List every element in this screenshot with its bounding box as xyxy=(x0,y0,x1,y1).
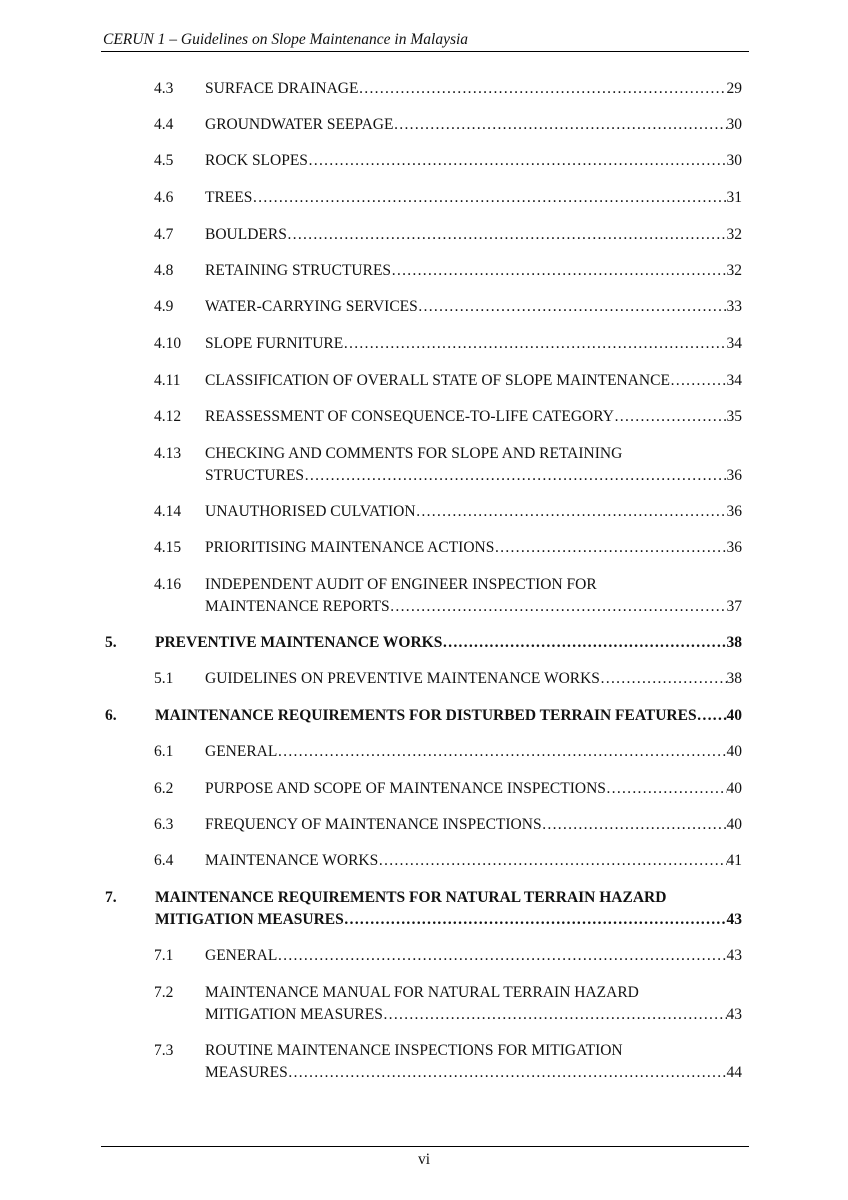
toc-entry-page: 30 xyxy=(726,152,742,169)
toc-entry-title: TREES xyxy=(205,189,253,206)
toc-entry-number: 4.3 xyxy=(154,80,174,97)
toc-entry-number: 6.1 xyxy=(154,743,174,760)
toc-entry-page: 44 xyxy=(726,1064,742,1081)
toc-entry-title: WATER-CARRYING SERVICES xyxy=(205,298,418,315)
toc-entry-page: 30 xyxy=(726,116,742,133)
toc-entry-title: GUIDELINES ON PREVENTIVE MAINTENANCE WORKS xyxy=(205,670,600,687)
toc-entry-page: 33 xyxy=(726,298,742,315)
toc-entry-number: 7.3 xyxy=(154,1042,174,1059)
toc-entry-page: 29 xyxy=(726,80,742,97)
running-header: CERUN 1 – Guidelines on Slope Maintenance in Malaysia xyxy=(103,31,469,48)
toc-entry-title-line2: STRUCTURES xyxy=(205,467,305,484)
toc-entry-title: SLOPE FURNITURE xyxy=(205,335,344,352)
toc-entry-title: UNAUTHORISED CULVATION xyxy=(205,503,416,520)
page-number: vi xyxy=(417,1151,431,1168)
toc-entry-number: 5.1 xyxy=(154,670,174,687)
dot-leader xyxy=(416,501,727,523)
dot-leader xyxy=(670,370,727,392)
toc-entry-page: 43 xyxy=(726,911,742,928)
toc-entry-page: 32 xyxy=(726,226,742,243)
toc-entry-title: MAINTENANCE REQUIREMENTS FOR DISTURBED TERRAIN FEATURES xyxy=(155,707,697,724)
toc-entry-number: 4.13 xyxy=(154,445,182,462)
dot-leader xyxy=(252,187,726,209)
toc-entry-number: 4.16 xyxy=(154,576,182,593)
toc-entry-title-line1: CHECKING AND COMMENTS FOR SLOPE AND RETAINING xyxy=(205,445,623,462)
toc-entry-page: 34 xyxy=(726,335,742,352)
toc-entry-number: 4.6 xyxy=(154,189,174,206)
toc-entry-number: 6. xyxy=(105,707,117,724)
toc-entry-title: ROCK SLOPES xyxy=(205,152,308,169)
toc-entry-page: 41 xyxy=(726,852,742,869)
toc-entry-title: CLASSIFICATION OF OVERALL STATE OF SLOPE MAINTENANCE xyxy=(205,372,670,389)
toc-entry-title: BOULDERS xyxy=(205,226,287,243)
toc-entry-page: 40 xyxy=(726,816,742,833)
header-rule xyxy=(101,51,749,52)
toc-entry-page: 34 xyxy=(726,372,742,389)
toc-entry-title-line1: MAINTENANCE MANUAL FOR NATURAL TERRAIN HAZARD xyxy=(205,984,639,1001)
toc-entry-number: 4.5 xyxy=(154,152,174,169)
dot-leader xyxy=(697,705,727,727)
toc-entry-number: 4.7 xyxy=(154,226,174,243)
toc-entry-title: PURPOSE AND SCOPE OF MAINTENANCE INSPECTIONS xyxy=(205,780,606,797)
toc-entry-number: 4.8 xyxy=(154,262,174,279)
toc-entry-title-line1: MAINTENANCE REQUIREMENTS FOR NATURAL TERRAIN HAZARD xyxy=(155,889,667,906)
toc-entry-title: GROUNDWATER SEEPAGE xyxy=(205,116,394,133)
toc-entry-title-line2: MEASURES xyxy=(205,1064,288,1081)
toc-entry-number: 4.11 xyxy=(154,372,181,389)
toc-entry-title: SURFACE DRAINAGE xyxy=(205,80,359,97)
toc-entry-number: 4.14 xyxy=(154,503,182,520)
dot-leader xyxy=(308,150,727,172)
toc-entry-number: 4.12 xyxy=(154,408,182,425)
toc-entry-number: 7. xyxy=(105,889,117,906)
toc-entry-number: 4.4 xyxy=(154,116,174,133)
toc-entry-number: 5. xyxy=(105,634,117,651)
toc-entry-page: 31 xyxy=(726,189,742,206)
footer-rule xyxy=(101,1146,749,1147)
toc-entry-page: 35 xyxy=(726,408,742,425)
toc-entry-page: 36 xyxy=(726,539,742,556)
dot-leader xyxy=(287,224,727,246)
dot-leader xyxy=(442,632,726,654)
dot-leader xyxy=(393,114,726,136)
toc-entry-title-line1: INDEPENDENT AUDIT OF ENGINEER INSPECTION FOR xyxy=(205,576,597,593)
dot-leader xyxy=(542,814,727,836)
toc-entry-page: 40 xyxy=(726,780,742,797)
toc-entry-number: 7.2 xyxy=(154,984,174,1001)
toc-entry-page: 37 xyxy=(726,598,742,615)
toc-entry-number: 4.9 xyxy=(154,298,174,315)
toc-entry-title: GENERAL xyxy=(205,743,278,760)
dot-leader xyxy=(304,465,726,487)
toc-entry-page: 36 xyxy=(726,503,742,520)
dot-leader xyxy=(391,260,726,282)
toc-entry-page: 43 xyxy=(726,1006,742,1023)
toc-entry-number: 4.15 xyxy=(154,539,182,556)
dot-leader xyxy=(277,741,726,763)
toc-entry-title: GENERAL xyxy=(205,947,278,964)
dot-leader xyxy=(600,668,727,690)
dot-leader xyxy=(418,296,727,318)
toc-entry-number: 4.10 xyxy=(154,335,182,352)
toc-entry-title-line2: MITIGATION MEASURES xyxy=(155,911,344,928)
dot-leader xyxy=(343,333,726,355)
dot-leader xyxy=(378,850,726,872)
toc-entry-title: PRIORITISING MAINTENANCE ACTIONS xyxy=(205,539,495,556)
toc-entry-title: FREQUENCY OF MAINTENANCE INSPECTIONS xyxy=(205,816,542,833)
toc-entry-number: 6.4 xyxy=(154,852,174,869)
dot-leader xyxy=(606,778,727,800)
toc-entry-page: 36 xyxy=(726,467,742,484)
dot-leader xyxy=(344,909,727,931)
dot-leader xyxy=(383,1004,727,1026)
toc-entry-page: 38 xyxy=(726,634,742,651)
toc-entry-page: 40 xyxy=(726,707,742,724)
toc-entry-page: 40 xyxy=(726,743,742,760)
toc-entry-title-line1: ROUTINE MAINTENANCE INSPECTIONS FOR MITIGATION xyxy=(205,1042,623,1059)
toc-entry-title: PREVENTIVE MAINTENANCE WORKS xyxy=(155,634,443,651)
toc-entry-number: 6.2 xyxy=(154,780,174,797)
dot-leader xyxy=(277,945,726,967)
toc-entry-title: RETAINING STRUCTURES xyxy=(205,262,392,279)
toc-entry-number: 7.1 xyxy=(154,947,174,964)
dot-leader xyxy=(614,406,727,428)
dot-leader xyxy=(288,1062,727,1084)
toc-entry-title: REASSESSMENT OF CONSEQUENCE-TO-LIFE CATEGORY xyxy=(205,408,614,425)
dot-leader xyxy=(390,596,727,618)
toc-entry-title-line2: MITIGATION MEASURES xyxy=(205,1006,383,1023)
dot-leader xyxy=(494,537,726,559)
toc-entry-page: 32 xyxy=(726,262,742,279)
toc-entry-title-line2: MAINTENANCE REPORTS xyxy=(205,598,390,615)
toc-entry-title: MAINTENANCE WORKS xyxy=(205,852,379,869)
toc-entry-page: 43 xyxy=(726,947,742,964)
toc-entry-page: 38 xyxy=(726,670,742,687)
toc-entry-number: 6.3 xyxy=(154,816,174,833)
dot-leader xyxy=(358,78,726,100)
